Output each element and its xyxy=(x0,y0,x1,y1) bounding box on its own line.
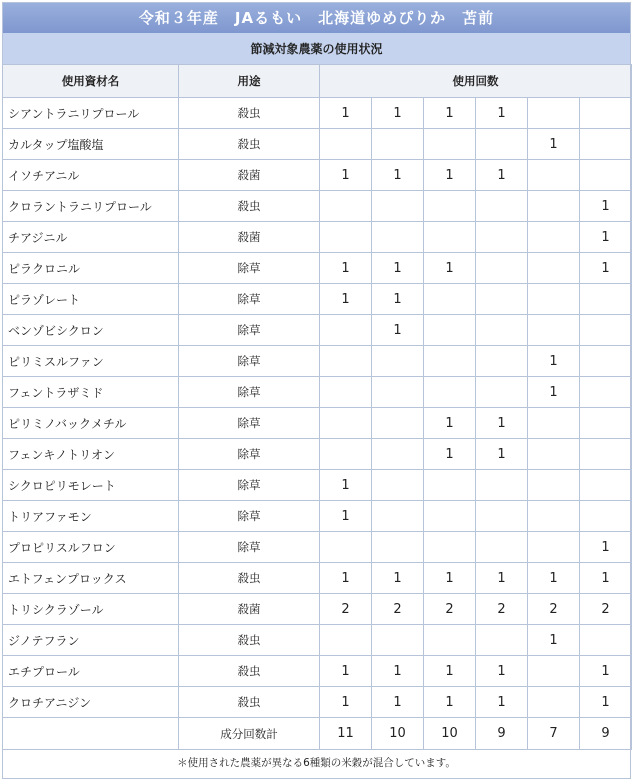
table-row xyxy=(3,687,632,718)
usage-type: 除草 xyxy=(179,315,320,346)
usage-count-cell: 1 xyxy=(372,284,424,315)
usage-count-cell xyxy=(476,284,528,315)
usage-count-cell: 1 xyxy=(320,470,372,501)
material-name: トリアファモン xyxy=(3,501,179,532)
usage-count-cell: 1 xyxy=(372,687,424,718)
usage-count-cell xyxy=(580,315,632,346)
usage-count-cell xyxy=(424,346,476,377)
usage-count-cell xyxy=(528,501,580,532)
usage-count-cell: 1 xyxy=(476,687,528,718)
usage-count-cell xyxy=(580,501,632,532)
material-name: ピリミノバックメチル xyxy=(3,408,179,439)
usage-count-cell xyxy=(424,470,476,501)
material-name: ベンゾビシクロン xyxy=(3,315,179,346)
usage-count-cell xyxy=(424,222,476,253)
header-use: 用途 xyxy=(179,65,320,98)
usage-count-cell: 2 xyxy=(424,594,476,625)
usage-count-cell xyxy=(424,315,476,346)
usage-count-cell: 1 xyxy=(320,501,372,532)
usage-type: 殺菌 xyxy=(179,160,320,191)
usage-count-cell xyxy=(528,687,580,718)
usage-count-cell xyxy=(528,408,580,439)
usage-count-cell: 1 xyxy=(320,687,372,718)
table-row xyxy=(3,346,632,377)
usage-count-cell xyxy=(372,532,424,563)
usage-count-cell xyxy=(528,191,580,222)
usage-count-cell: 1 xyxy=(476,408,528,439)
header-count: 使用回数 xyxy=(320,65,632,98)
usage-count-cell xyxy=(580,160,632,191)
usage-count-cell: 1 xyxy=(476,439,528,470)
table-row xyxy=(3,656,632,687)
usage-count-cell: 2 xyxy=(320,594,372,625)
total-row xyxy=(3,718,632,750)
usage-type: 殺虫 xyxy=(179,687,320,718)
usage-count-cell xyxy=(476,315,528,346)
usage-count-cell: 1 xyxy=(476,160,528,191)
usage-count-cell xyxy=(476,532,528,563)
total-count-cell: 9 xyxy=(476,718,528,750)
total-label: 成分回数計 xyxy=(179,718,320,750)
usage-type: 除草 xyxy=(179,253,320,284)
total-count-cell: 9 xyxy=(580,718,632,750)
usage-count-cell: 2 xyxy=(580,594,632,625)
usage-count-cell xyxy=(424,284,476,315)
usage-type: 殺菌 xyxy=(179,594,320,625)
usage-count-cell: 1 xyxy=(372,563,424,594)
usage-count-cell xyxy=(580,439,632,470)
usage-count-cell: 1 xyxy=(320,284,372,315)
usage-count-cell xyxy=(320,346,372,377)
usage-count-cell: 2 xyxy=(528,594,580,625)
table-row xyxy=(3,594,632,625)
usage-count-cell xyxy=(424,501,476,532)
usage-count-cell: 1 xyxy=(320,656,372,687)
usage-count-cell: 1 xyxy=(424,253,476,284)
usage-count-cell xyxy=(372,191,424,222)
usage-count-cell xyxy=(372,377,424,408)
usage-count-cell: 1 xyxy=(476,98,528,129)
usage-count-cell xyxy=(320,315,372,346)
table-row xyxy=(3,98,632,129)
usage-count-cell: 1 xyxy=(580,532,632,563)
material-name: ピリミスルファン xyxy=(3,346,179,377)
usage-count-cell xyxy=(320,532,372,563)
table-row xyxy=(3,315,632,346)
table-row xyxy=(3,532,632,563)
material-name: シアントラニリプロール xyxy=(3,98,179,129)
page-title: 令和３年産 JAるもい 北海道ゆめぴりか 苫前 xyxy=(2,2,631,33)
usage-count-cell xyxy=(372,129,424,160)
usage-count-cell: 1 xyxy=(424,160,476,191)
table-row xyxy=(3,222,632,253)
table-row xyxy=(3,625,632,656)
usage-count-cell xyxy=(528,160,580,191)
table-row xyxy=(3,129,632,160)
material-name: プロピリスルフロン xyxy=(3,532,179,563)
usage-type: 除草 xyxy=(179,284,320,315)
usage-type: 除草 xyxy=(179,377,320,408)
material-name: チアジニル xyxy=(3,222,179,253)
usage-count-cell xyxy=(476,222,528,253)
usage-count-cell: 1 xyxy=(372,656,424,687)
material-name: ピラゾレート xyxy=(3,284,179,315)
usage-count-cell xyxy=(320,129,372,160)
usage-count-cell xyxy=(372,346,424,377)
usage-count-cell: 1 xyxy=(372,98,424,129)
usage-count-cell: 2 xyxy=(372,594,424,625)
usage-count-cell xyxy=(476,346,528,377)
pesticide-table xyxy=(2,64,632,750)
usage-count-cell xyxy=(372,439,424,470)
usage-count-cell: 1 xyxy=(528,377,580,408)
usage-count-cell xyxy=(580,346,632,377)
usage-type: 除草 xyxy=(179,532,320,563)
usage-count-cell xyxy=(372,625,424,656)
usage-count-cell xyxy=(580,408,632,439)
table-row xyxy=(3,470,632,501)
usage-count-cell: 2 xyxy=(476,594,528,625)
table-row xyxy=(3,160,632,191)
table-row xyxy=(3,377,632,408)
material-name: カルタップ塩酸塩 xyxy=(3,129,179,160)
material-name: シクロピリモレート xyxy=(3,470,179,501)
footnote: ＊使用された農薬が異なる6種類の米穀が混合しています。 xyxy=(2,746,631,779)
usage-count-cell: 1 xyxy=(424,408,476,439)
usage-count-cell xyxy=(528,98,580,129)
usage-count-cell xyxy=(476,253,528,284)
material-name: ジノテフラン xyxy=(3,625,179,656)
usage-count-cell xyxy=(528,284,580,315)
usage-count-cell: 1 xyxy=(320,98,372,129)
usage-count-cell xyxy=(372,501,424,532)
usage-count-cell xyxy=(528,222,580,253)
usage-count-cell: 1 xyxy=(424,563,476,594)
usage-count-cell: 1 xyxy=(476,563,528,594)
material-name: フェンキノトリオン xyxy=(3,439,179,470)
material-name: トリシクラゾール xyxy=(3,594,179,625)
usage-count-cell xyxy=(476,470,528,501)
usage-count-cell xyxy=(580,470,632,501)
usage-count-cell: 1 xyxy=(424,439,476,470)
usage-count-cell xyxy=(320,408,372,439)
usage-count-cell: 1 xyxy=(580,253,632,284)
table-row xyxy=(3,563,632,594)
usage-count-cell: 1 xyxy=(528,129,580,160)
table-row xyxy=(3,408,632,439)
usage-count-cell: 1 xyxy=(424,656,476,687)
usage-count-cell xyxy=(424,191,476,222)
usage-count-cell: 1 xyxy=(580,656,632,687)
usage-count-cell xyxy=(528,315,580,346)
usage-count-cell xyxy=(424,129,476,160)
usage-type: 除草 xyxy=(179,346,320,377)
usage-count-cell: 1 xyxy=(424,687,476,718)
usage-count-cell xyxy=(580,284,632,315)
material-name: ピラクロニル xyxy=(3,253,179,284)
usage-count-cell xyxy=(424,532,476,563)
usage-count-cell xyxy=(424,377,476,408)
usage-type: 殺虫 xyxy=(179,129,320,160)
usage-count-cell xyxy=(476,625,528,656)
usage-count-cell xyxy=(476,191,528,222)
usage-type: 除草 xyxy=(179,501,320,532)
material-name: エトフェンプロックス xyxy=(3,563,179,594)
table-row xyxy=(3,284,632,315)
section-title: 節減対象農薬の使用状況 xyxy=(2,33,631,65)
usage-count-cell xyxy=(372,222,424,253)
usage-count-cell xyxy=(372,470,424,501)
usage-count-cell xyxy=(528,470,580,501)
usage-type: 殺虫 xyxy=(179,656,320,687)
usage-count-cell: 1 xyxy=(372,315,424,346)
usage-type: 殺虫 xyxy=(179,625,320,656)
usage-count-cell: 1 xyxy=(580,687,632,718)
usage-count-cell xyxy=(424,625,476,656)
usage-count-cell xyxy=(580,129,632,160)
usage-count-cell: 1 xyxy=(528,563,580,594)
usage-count-cell xyxy=(528,253,580,284)
total-count-cell: 7 xyxy=(528,718,580,750)
usage-count-cell: 1 xyxy=(528,625,580,656)
total-blank-cell xyxy=(3,718,179,750)
usage-type: 除草 xyxy=(179,408,320,439)
total-count-cell: 10 xyxy=(372,718,424,750)
usage-count-cell xyxy=(320,625,372,656)
usage-count-cell: 1 xyxy=(580,563,632,594)
usage-count-cell: 1 xyxy=(320,563,372,594)
material-name: エチプロール xyxy=(3,656,179,687)
usage-count-cell: 1 xyxy=(424,98,476,129)
material-name: クロチアニジン xyxy=(3,687,179,718)
material-name: クロラントラニリプロール xyxy=(3,191,179,222)
table-row xyxy=(3,501,632,532)
usage-count-cell: 1 xyxy=(320,160,372,191)
usage-count-cell: 1 xyxy=(320,253,372,284)
usage-count-cell xyxy=(320,439,372,470)
usage-count-cell xyxy=(320,191,372,222)
table-row xyxy=(3,253,632,284)
usage-count-cell xyxy=(580,377,632,408)
material-name: フェントラザミド xyxy=(3,377,179,408)
usage-count-cell: 1 xyxy=(528,346,580,377)
usage-count-cell xyxy=(528,439,580,470)
table-row xyxy=(3,191,632,222)
material-name: イソチアニル xyxy=(3,160,179,191)
usage-count-cell xyxy=(320,377,372,408)
usage-type: 殺虫 xyxy=(179,98,320,129)
usage-count-cell: 1 xyxy=(580,191,632,222)
header-name: 使用資材名 xyxy=(3,65,179,98)
usage-count-cell xyxy=(528,532,580,563)
usage-count-cell xyxy=(320,222,372,253)
usage-count-cell xyxy=(528,656,580,687)
total-count-cell: 10 xyxy=(424,718,476,750)
table-row xyxy=(3,439,632,470)
total-count-cell: 11 xyxy=(320,718,372,750)
usage-type: 除草 xyxy=(179,439,320,470)
usage-type: 殺虫 xyxy=(179,563,320,594)
usage-count-cell: 1 xyxy=(372,160,424,191)
usage-type: 除草 xyxy=(179,470,320,501)
usage-count-cell xyxy=(476,501,528,532)
usage-count-cell xyxy=(476,377,528,408)
usage-count-cell xyxy=(372,408,424,439)
usage-type: 殺虫 xyxy=(179,191,320,222)
usage-count-cell: 1 xyxy=(580,222,632,253)
usage-count-cell xyxy=(580,625,632,656)
usage-count-cell xyxy=(580,98,632,129)
usage-type: 殺菌 xyxy=(179,222,320,253)
usage-count-cell: 1 xyxy=(372,253,424,284)
table-header-row xyxy=(3,65,632,98)
usage-count-cell: 1 xyxy=(476,656,528,687)
usage-count-cell xyxy=(476,129,528,160)
